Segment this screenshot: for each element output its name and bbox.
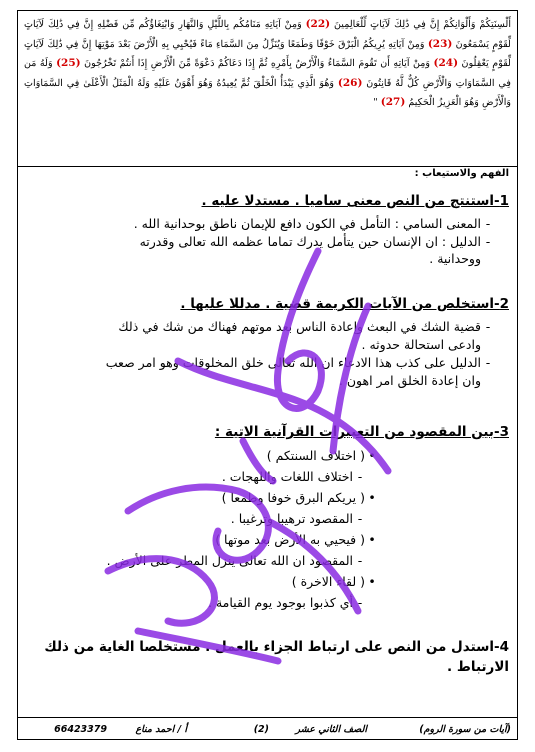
question-4-title: 4-استدل من النص على ارتباط الجزاء بالعمل . مستخلصا الغاية من ذلك [44,639,509,655]
footer-grade: الصف الثاني عشر [295,724,367,735]
bullet-icon: • [368,574,376,589]
q3-item-text: اختلاف اللغات واللهجات . [221,469,353,484]
verse-text: وَلَهُ مَن فِي السَّمَاوَاتِ وَالْأَرْضِ كُلٌّ لَّهُ قَانِتُونَ [24,58,511,89]
q1-answer-meaning: -المعنى السامي : التأمل في الكون دافع للإيمان ناطق بوحدانية الله . [133,216,491,231]
watermark-stroke [108,559,214,624]
q3-expression [42,574,379,589]
ayah-number: (24) [433,57,459,69]
q3-meaning [42,511,367,526]
q3-expression [42,532,379,547]
ayah-number: (22) [305,18,331,30]
q3-meaning [42,553,367,568]
footer-page-number: (2) [253,724,269,735]
q2-answer-issue: -قضية الشك في البعث وإعادة الناس بعد موتهم فهناك من شك في ذلك [118,319,491,334]
bullet-icon: • [368,448,376,463]
dash-icon: - [357,553,363,568]
question-2-title: 2-استخلص من الآيات الكريمة قضية . مدللا عليها . [180,296,509,312]
q3-item-text: ( اختلاف السنتكم ) [266,448,365,463]
handwritten-watermark [68,211,448,681]
worksheet-page [17,10,518,740]
dash-icon: - [357,469,363,484]
verse-text: وَهُوَ الَّذِي يَبْدَأُ الْخَلْقَ ثُمَّ يُعِيدُهُ وَهُوَ أَهْوَنُ عَلَيْهِ وَلَهُ الْمَثَلُ الْأَعْلَىٰ فِي السَّمَاوَاتِ وَالْأَرْضِ وَهُوَ الْعَزِيزُ الْحَكِيمُ [24,77,511,108]
bullet-icon: • [368,490,376,505]
verse-text: " [373,97,381,108]
q3-meaning [42,469,367,484]
q3-expression [42,490,379,505]
verse-text: وَمِنْ آيَاتِهِ أَن تَقُومَ السَّمَاءُ وَالْأَرْضُ بِأَمْرِهِ ثُمَّ إِذَا دَعَاكُمْ دَعْوَةً مِّنَ الْأَرْضِ إِذَا أَنتُمْ تَخْرُجُونَ [80,58,434,69]
section-label: الفهم والاستيعاب : [414,168,509,179]
q3-item-text: ( يريكم البرق خوفا وطمعا ) [221,490,365,505]
ayah-number: (25) [56,57,81,69]
dash-icon: - [357,511,363,526]
q1-answer-evidence-cont: ووحدانية . [429,251,481,266]
q3-meaning [42,595,367,610]
q3-item-text: المقصود ان الله تعالى ينزل المطر على الأرض . [106,553,353,568]
dash-icon: - [357,595,363,610]
quran-verses [24,15,511,113]
ayah-number: (26) [337,76,363,89]
q2-answer-issue-cont: وادعى استحالة حدوثه . [361,337,481,352]
q3-item-text: المقصود ترهيبا وترغيبا . [230,511,353,526]
q2-answer-evidence: -الدليل على كذب هذا الادعاء ان الله تعالى خلق المخلوقات وهو امر صعب [105,355,491,370]
ayah-number: (27) [380,96,406,108]
q3-item-text: ( لقاء الاخرة ) [291,574,365,589]
footer-teacher: أ / احمد مناع [135,724,187,735]
verses-divider [18,166,517,167]
question-1-title: 1-استنتج من النص معنى ساميا . مستدلا عليه . [201,193,509,209]
bullet-icon: • [368,532,376,547]
question-4-title-cont: الارتباط . [447,659,509,675]
verse-text: وَمِنْ آيَاتِهِ مَنَامُكُم بِاللَّيْلِ وَالنَّهَارِ وَابْتِغَاؤُكُم مِّن فَضْلِهِ إِنَّ فِي ذَٰلِكَ لَآيَاتٍ لِّقَوْمٍ يَسْمَعُونَ [24,19,511,50]
q3-expression [42,448,379,463]
ayah-number: (23) [427,37,453,50]
verse-text: أَلْسِنَتِكُمْ وَأَلْوَانِكُمْ إِنَّ فِي ذَٰلِكَ لَآيَاتٍ لِّلْعَالِمِينَ [330,19,511,30]
q3-item-text: ( فيحيي به الأرض بعد موتها ) [215,532,365,547]
page-footer [18,717,517,740]
q3-item-text: أي كذبوا بوجود يوم القيامة . [208,595,353,610]
verse-text: وَمِنْ آيَاتِهِ يُرِيكُمُ الْبَرْقَ خَوْفًا وَطَمَعًا وَيُنَزِّلُ مِنَ السَّمَاءِ مَاءً فَيُحْيِي بِهِ الْأَرْضَ بَعْدَ مَوْتِهَا إِنَّ فِي ذَٰلِكَ لَآيَاتٍ لِّقَوْمٍ يَعْقِلُونَ [24,38,511,69]
question-3-title: 3-بين المقصود من التعبيرات القرآنية الاتية : [214,424,509,440]
footer-phone: 66423379 [54,724,107,735]
q2-answer-evidence-cont: وان إعادة الخلق امر اهون . [338,373,481,388]
q1-answer-evidence: -الدليل : ان الإنسان حين يتأمل يدرك تماما عظمه الله تعالى وقدرته [139,234,491,249]
footer-source: (آيات من سورة الروم) [419,724,511,735]
